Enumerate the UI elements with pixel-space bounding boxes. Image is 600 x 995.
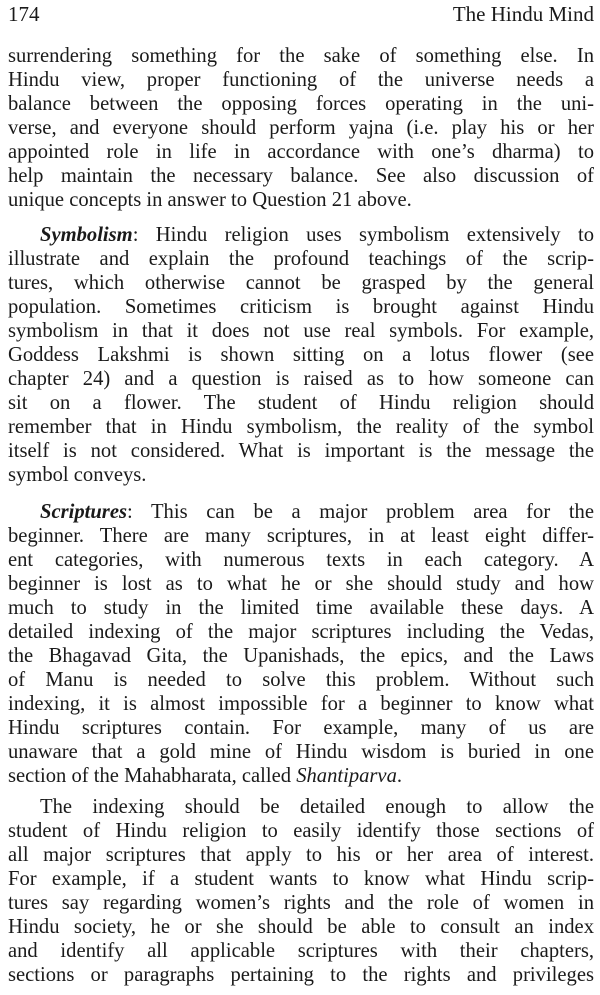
text-line: For example, if a student wants to know what Hindu scrip- [8,868,594,890]
text-line: unique concepts in answer to Question 21 above. [8,189,412,211]
text-line: beginner is lost as to what he or she should study and how [8,573,594,595]
text-span: : This can be a major problem area for the [126,501,594,523]
text-line: much to study in the limited time available these days. A [8,597,594,619]
text-line: surrendering something for the sake of something else. In [8,45,594,67]
text-line: Hindu scriptures contain. For example, many of us are [8,717,594,739]
text-line: symbolism in that it does not use real symbols. For example, [8,320,594,342]
text-line: and identify all applicable scriptures with their chapters, [8,940,594,962]
text-line: detailed indexing of the major scriptures including the Vedas, [8,621,594,643]
text-line: of Manu is needed to solve this problem. Without such [8,669,594,691]
run-in-heading-symbolism: Symbolism [40,224,133,246]
page-header [0,0,600,32]
text-line: itself is not considered. What is important is the message the [8,440,594,462]
text-line: illustrate and explain the profound teachings of the scrip- [8,248,594,270]
text-line: Hindu view, proper functioning of the universe needs a [8,69,594,91]
running-head: The Hindu Mind [452,2,594,26]
text-line: appointed role in life in accordance with one’s dharma) to [8,141,594,163]
text-line: sections or paragraphs pertaining to the rights and privileges [8,964,594,986]
run-in-heading-scriptures: Scriptures [40,501,127,523]
text-line: Goddess Lakshmi is shown sitting on a lotus flower (see [8,344,594,366]
text-line [40,500,594,524]
text-line: remember that in Hindu symbolism, the reality of the symbol [8,416,594,438]
text-line: all major scriptures that apply to his or her area of interest. [8,844,594,866]
text-line: tures say regarding women’s rights and the role of women in [8,892,594,914]
text-line: indexing, it is almost impossible for a beginner to know what [8,693,594,715]
text-line: chapter 24) and a question is raised as to how someone can [8,368,594,390]
text-line: student of Hindu religion to easily identify those sections of [8,820,594,842]
text-line: population. Sometimes criticism is brought against Hindu [8,296,594,318]
text-line: balance between the opposing forces operating in the uni- [8,93,594,115]
italic-title-shantiparva: Shantiparva [296,765,397,787]
text-line [40,223,594,247]
text-span: : Hindu religion uses symbolism extensively to [132,224,594,246]
text-line [8,764,594,788]
text-span: . [396,765,403,787]
text-line: sit on a flower. The student of Hindu religion should [8,392,594,414]
text-line: symbol conveys. [8,464,147,486]
text-line: the Bhagavad Gita, the Upanishads, the epics, and the Laws [8,645,594,667]
text-line: tures, which otherwise cannot be grasped by the general [8,272,594,294]
text-line: verse, and everyone should perform yajna (i.e. play his or her [8,117,594,139]
text-line: help maintain the necessary balance. See also discussion of [8,165,594,187]
text-line: ent categories, with numerous texts in each category. A [8,549,594,571]
text-line: beginner. There are many scriptures, in at least eight differ- [8,525,594,547]
text-line: The indexing should be detailed enough to allow the [40,796,594,818]
text-line: unaware that a gold mine of Hindu wisdom is buried in one [8,741,594,763]
text-line: Hindu society, he or she should be able to consult an index [8,916,594,938]
page-number: 174 [8,2,40,26]
text-span: section of the Mahabharata, called [8,765,297,787]
